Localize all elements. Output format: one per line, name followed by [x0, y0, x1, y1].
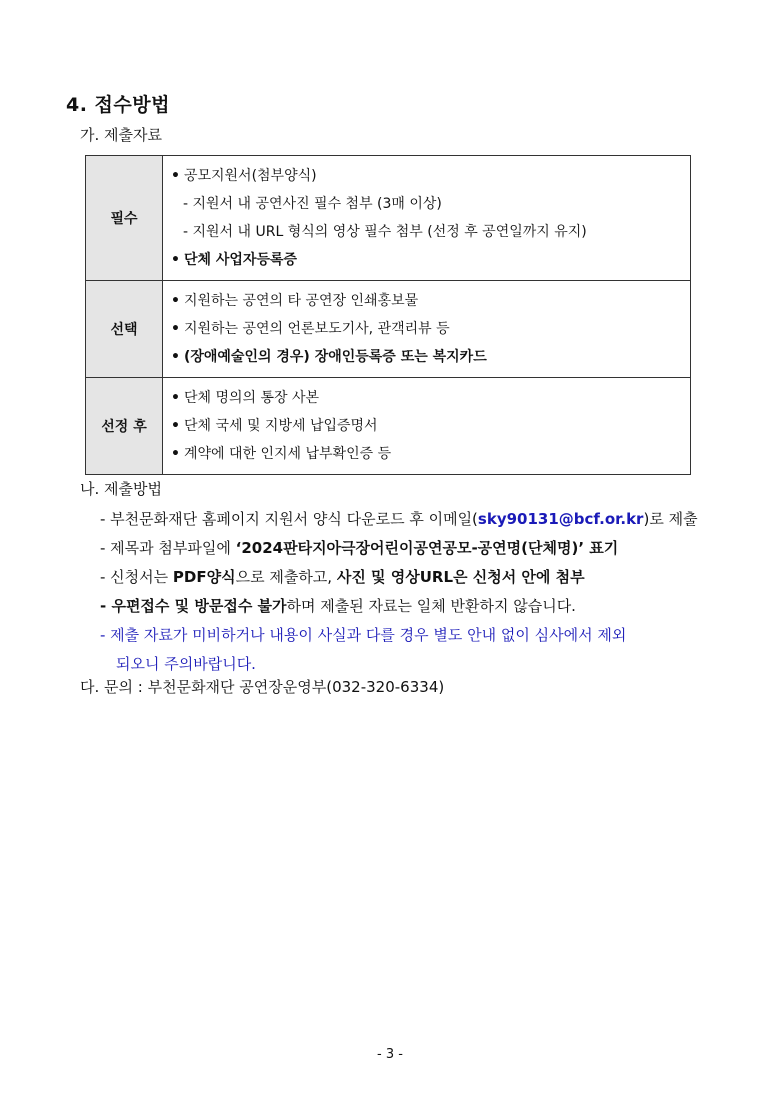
bullet-icon: •	[171, 321, 180, 337]
notice-item-continued	[100, 650, 698, 679]
materials-title: 가. 제출자료	[80, 126, 162, 144]
list-item	[171, 412, 682, 440]
notice-text: 되오니 주의바랍니다.	[116, 655, 256, 673]
row-label: 선정 후	[86, 378, 163, 475]
bullet-icon: •	[171, 390, 180, 406]
item-text-bold: PDF양식	[172, 568, 236, 586]
list-item	[100, 505, 698, 534]
list-item	[100, 534, 698, 563]
section-heading: 4. 접수방법	[66, 94, 170, 116]
materials-table	[85, 155, 691, 475]
item-text: 으로 제출하고,	[235, 568, 337, 586]
list-item	[171, 246, 682, 274]
list-item	[171, 218, 682, 246]
notice-item	[100, 621, 698, 650]
table-row	[86, 156, 691, 281]
bullet-icon: •	[171, 252, 180, 268]
item-text: (장애예술인의 경우) 장애인등록증 또는 복지카드	[183, 349, 487, 365]
list-item	[171, 315, 682, 343]
item-text: 지원하는 공연의 언론보도기사, 관객리뷰 등	[183, 321, 450, 337]
item-text: - 지원서 내 URL 형식의 영상 필수 첨부 (선정 후 공연일까지 유지)	[183, 224, 587, 240]
list-item	[171, 162, 682, 190]
item-text-bold: ‘2024판타지아극장어린이공연공모-공연명(단체명)’ 표기	[235, 539, 619, 557]
list-item	[171, 440, 682, 468]
contact-line: 다. 문의 : 부천문화재단 공연장운영부(032-320-6334)	[80, 678, 445, 696]
table-row	[86, 281, 691, 378]
page-number: - 3 -	[377, 1047, 403, 1062]
table-row	[86, 378, 691, 475]
item-text: 공모지원서(첨부양식)	[183, 168, 317, 184]
bullet-icon: •	[171, 168, 180, 184]
list-item	[171, 343, 682, 371]
item-text: - 신청서는	[100, 568, 173, 586]
item-text: 계약에 대한 인지세 납부확인증 등	[183, 446, 392, 462]
notice-text: - 제출 자료가 미비하거나 내용이 사실과 다를 경우 별도 안내 없이 심사에서 제외	[100, 626, 627, 644]
bullet-icon: •	[171, 446, 180, 462]
bullet-icon: •	[171, 418, 180, 434]
item-text: - 제목과 첨부파일에	[100, 539, 236, 557]
bullet-icon: •	[171, 293, 180, 309]
item-text: 지원하는 공연의 타 공연장 인쇄홍보물	[183, 293, 419, 309]
list-item	[171, 190, 682, 218]
row-content	[163, 378, 691, 475]
row-content	[163, 156, 691, 281]
list-item	[171, 287, 682, 315]
list-item	[100, 563, 698, 592]
list-item	[171, 384, 682, 412]
method-list	[100, 505, 698, 679]
item-text: 하며 제출된 자료는 일체 반환하지 않습니다.	[286, 597, 576, 615]
list-item	[100, 592, 698, 621]
email-link[interactable]: sky90131@bcf.or.kr	[477, 510, 644, 528]
item-text: - 지원서 내 공연사진 필수 첨부 (3매 이상)	[183, 196, 442, 212]
method-title: 나. 제출방법	[80, 480, 162, 498]
item-text-bold: 사진 및 영상URL은 신청서 안에 첨부	[336, 568, 585, 586]
row-label: 선택	[86, 281, 163, 378]
row-content	[163, 281, 691, 378]
item-text: 단체 명의의 통장 사본	[183, 390, 320, 406]
item-text: 단체 국세 및 지방세 납입증명서	[183, 418, 378, 434]
item-text: )로 제출	[643, 510, 698, 528]
item-text: - 부천문화재단 홈페이지 지원서 양식 다운로드 후 이메일(	[100, 510, 478, 528]
item-text-bold: - 우편접수 및 방문접수 불가	[100, 597, 287, 615]
bullet-icon: •	[171, 349, 180, 365]
item-text: 단체 사업자등록증	[183, 252, 298, 268]
row-label: 필수	[86, 156, 163, 281]
